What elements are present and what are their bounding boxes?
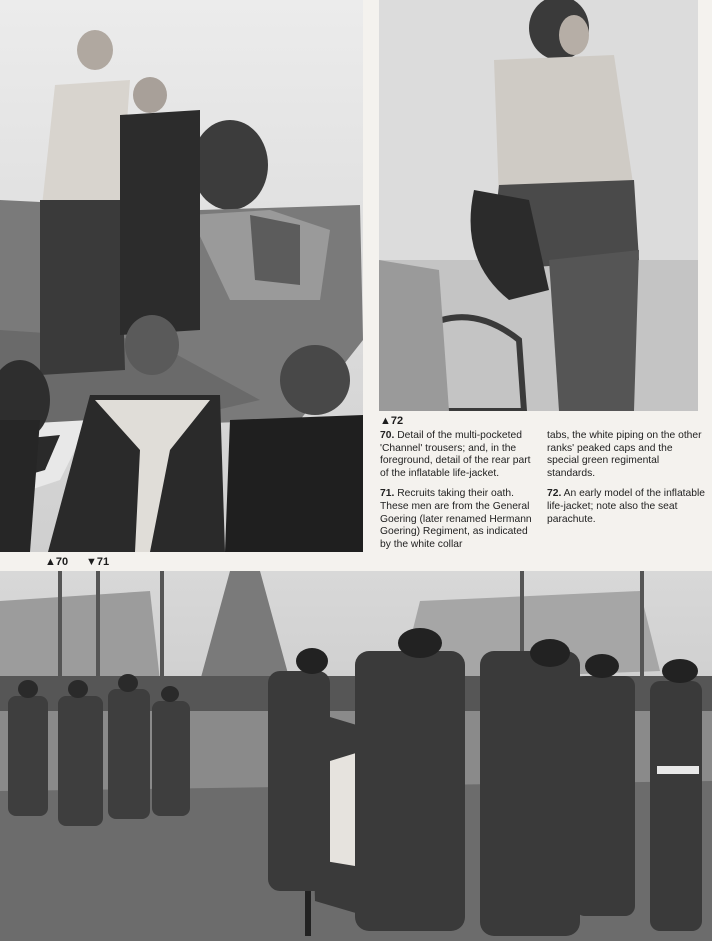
caption-70-text: Detail of the multi-pocketed 'Channel' trousers; and, in the foreground, detail of the rear part of the inflatable life-jacket. bbox=[380, 430, 531, 479]
photo-70 bbox=[0, 0, 363, 552]
caption-column-left bbox=[380, 430, 540, 559]
photo-71 bbox=[0, 571, 712, 941]
caption-71 bbox=[380, 488, 540, 551]
caption-71-text-part1: Recruits taking their oath. These men are from the General Goering (later renamed Hermann Goering) Regiment, as indicated by the white collar bbox=[380, 488, 532, 550]
ref-72-marker: ▲72 bbox=[380, 415, 404, 427]
photo-72 bbox=[379, 0, 698, 411]
caption-72 bbox=[547, 488, 707, 526]
caption-column-right bbox=[547, 430, 707, 534]
caption-72-number: 72. bbox=[547, 488, 562, 500]
ref-71-marker: ▼71 bbox=[86, 556, 110, 568]
caption-70 bbox=[380, 430, 540, 480]
caption-71-continued bbox=[547, 430, 707, 480]
caption-70-number: 70. bbox=[380, 430, 395, 441]
caption-71-number: 71. bbox=[380, 488, 395, 500]
caption-71-text-part2: tabs, the white piping on the other ranks' peaked caps and the special green regimental standards. bbox=[547, 430, 702, 479]
caption-72-text: An early model of the inflatable life-jacket; note also the seat parachute. bbox=[547, 488, 706, 525]
ref-70-marker: ▲70 bbox=[45, 556, 69, 568]
